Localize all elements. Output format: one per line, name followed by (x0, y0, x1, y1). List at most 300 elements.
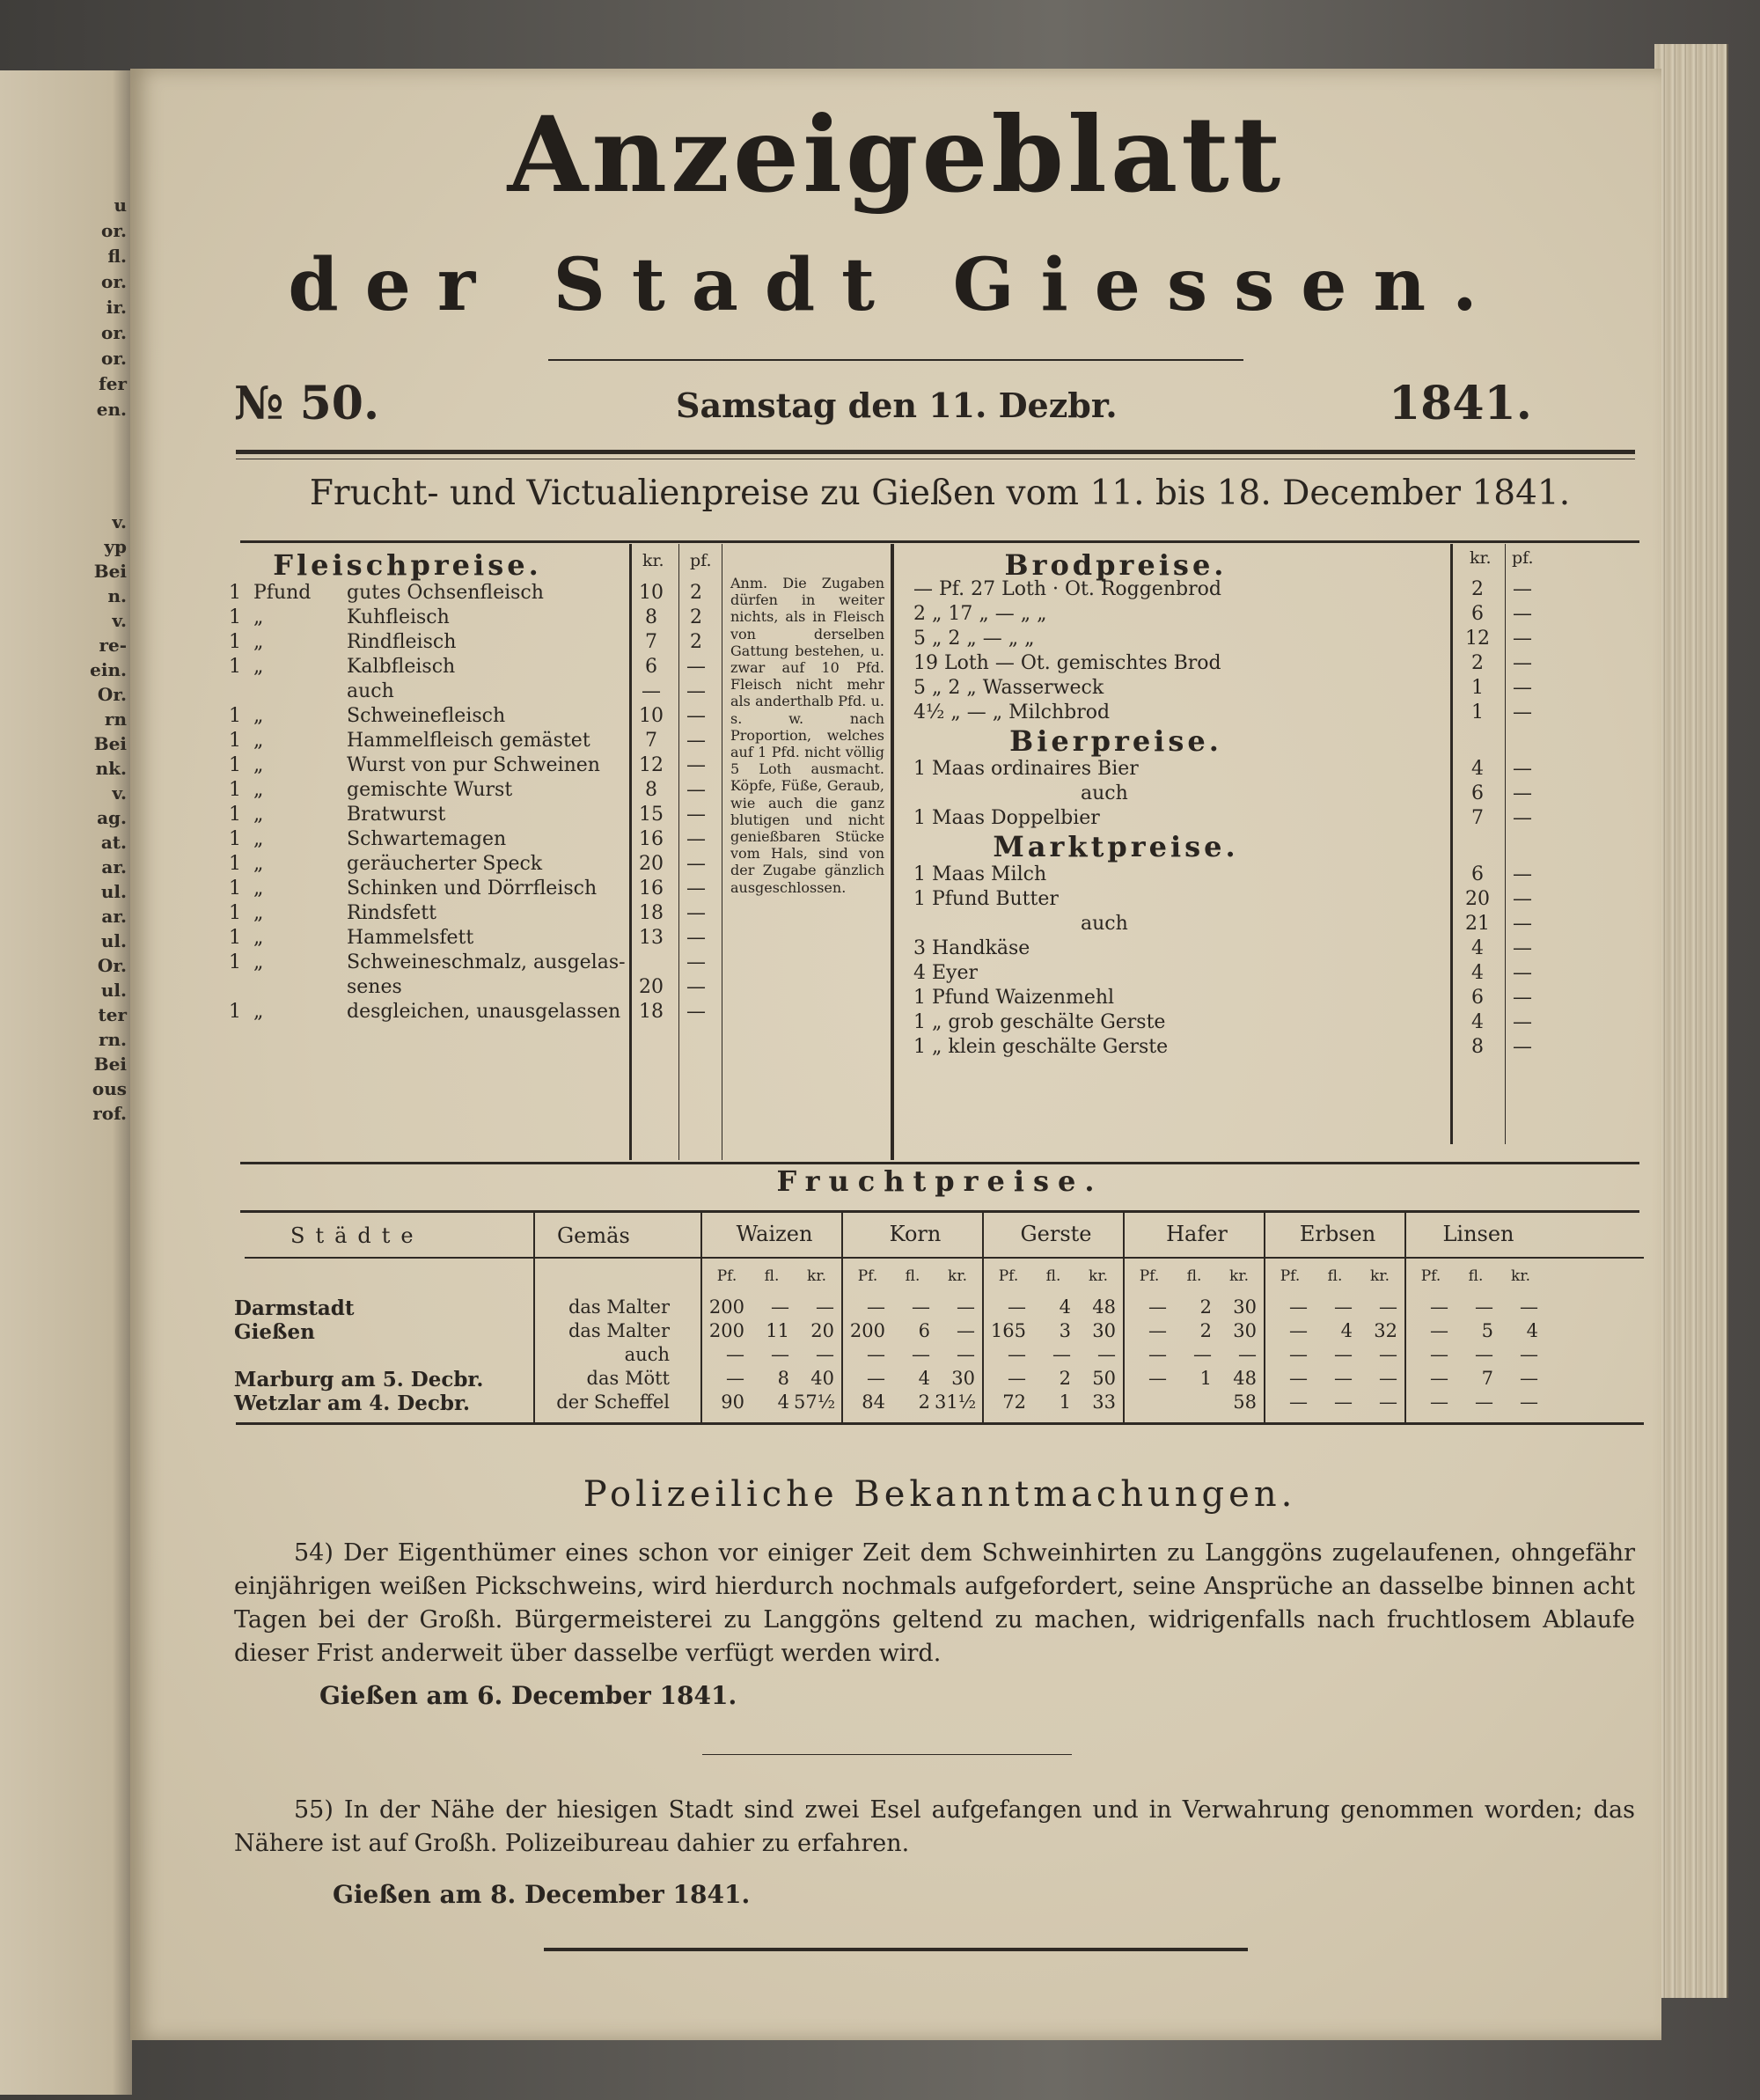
grain-subheader: Pf. (1139, 1267, 1160, 1285)
grain-row-cell: — (1289, 1344, 1308, 1365)
market-row-kr: 4 (1471, 962, 1484, 984)
market-price-row (913, 863, 1556, 887)
newspaper-page (130, 69, 1661, 2040)
meat-row-unit: „ (253, 902, 264, 924)
grain-row-cell: — (1430, 1344, 1448, 1365)
meat-row-quantity: 1 (229, 1001, 241, 1023)
meat-price-row (229, 877, 722, 901)
grain-row-cell: 4 (777, 1391, 789, 1413)
page-end-rule (544, 1948, 1248, 1951)
meat-row-kr: 10 (639, 705, 664, 727)
meat-row-pf: — (686, 877, 706, 899)
bread-row-kr: 1 (1471, 701, 1484, 723)
grain-crop-header: Hafer (1166, 1222, 1228, 1246)
left-page-fragment: or. (100, 348, 127, 369)
grain-subheader: kr. (1089, 1267, 1108, 1285)
grain-col-rule (1123, 1213, 1125, 1422)
grain-subheader: fl. (1468, 1267, 1484, 1285)
meat-row-pf: — (686, 754, 706, 776)
market-row-kr: 8 (1471, 1036, 1484, 1058)
market-row-pf: — (1513, 863, 1532, 885)
beer-row-item: auch (1081, 782, 1128, 804)
grain-row-cell: 200 (708, 1296, 744, 1318)
meat-row-unit: „ (253, 804, 264, 826)
left-page-fragment: Or. (97, 684, 127, 705)
meat-row-item: Wurst von pur Schweinen (347, 754, 600, 776)
bread-price-row (913, 602, 1556, 627)
beer-row-item: 1 Maas ordinaires Bier (913, 758, 1139, 780)
meat-row-pf: — (686, 976, 706, 998)
left-page-fragment: yp (104, 536, 127, 557)
left-page-fragment: u (114, 195, 127, 216)
meat-row-quantity: 1 (229, 877, 241, 899)
left-page-fragment: ul. (100, 930, 127, 951)
grain-row-city: Gießen (234, 1320, 315, 1344)
beer-row-item: 1 Maas Doppelbier (913, 807, 1100, 829)
grain-title: Fruchtpreise. (776, 1164, 1104, 1198)
grain-row-cell: — (1430, 1368, 1448, 1389)
grain-row-cell: — (1289, 1391, 1308, 1413)
grain-row-cell: — (1097, 1344, 1116, 1365)
meat-price-row (229, 803, 722, 827)
meat-price-list (229, 581, 722, 1024)
grain-row-cell: 3 (1059, 1320, 1071, 1341)
left-page-fragment: fl. (107, 246, 127, 267)
bread-row-pf: — (1513, 578, 1532, 600)
bread-row-item: 19 Loth — Ot. gemischtes Brod (913, 652, 1221, 674)
market-row-item: auch (1081, 913, 1128, 935)
grain-col-rule (700, 1213, 702, 1422)
grain-col-rule (533, 1213, 535, 1422)
meat-row-quantity: 1 (229, 631, 241, 653)
grain-subheader: kr. (948, 1267, 967, 1285)
meat-row-kr: 18 (639, 902, 664, 924)
meat-row-kr: 7 (645, 631, 657, 653)
grain-row-cell: 200 (708, 1320, 744, 1341)
market-row-kr: 4 (1471, 937, 1484, 959)
market-row-pf: — (1513, 1011, 1532, 1033)
bread-row-kr: 6 (1471, 603, 1484, 625)
market-price-row (913, 887, 1556, 912)
meat-row-pf: — (686, 902, 706, 924)
market-row-pf: — (1513, 913, 1532, 935)
grain-row-cell: 48 (1233, 1368, 1257, 1389)
meat-price-row (229, 655, 722, 679)
left-page-fragment: Or. (97, 955, 127, 976)
grain-subheader: kr. (1229, 1267, 1249, 1285)
grain-row-cell: — (1193, 1344, 1212, 1365)
bread-row-pf: — (1513, 677, 1532, 699)
grain-row-cell: — (816, 1344, 834, 1365)
meat-row-unit: „ (253, 1001, 264, 1023)
meat-row-kr: 16 (639, 877, 664, 899)
grain-row-cell: — (1289, 1320, 1308, 1341)
grain-row-cell: — (867, 1368, 885, 1389)
grain-row-cell: — (957, 1344, 975, 1365)
meat-row-item: Kuhfleisch (347, 606, 450, 628)
grain-col-rule (841, 1213, 843, 1422)
grain-row-cell: — (1520, 1391, 1538, 1413)
grain-row-cell: — (1430, 1296, 1448, 1318)
meat-row-kr: 16 (639, 828, 664, 850)
notice-54-sign: Gießen am 6. December 1841. (319, 1681, 737, 1710)
meat-row-item: Bratwurst (347, 804, 446, 826)
grain-subheader: fl. (764, 1267, 780, 1285)
market-price-row (913, 1010, 1556, 1035)
grain-bottom-rule (236, 1422, 1644, 1425)
bread-row-item: — Pf. 27 Loth · Ot. Roggenbrod (913, 578, 1221, 600)
beer-price-row (913, 806, 1556, 831)
grain-row-cell: — (1379, 1296, 1397, 1318)
meat-row-quantity: 1 (229, 730, 241, 752)
meat-row-pf: — (686, 853, 706, 875)
left-page-fragment: or. (100, 220, 127, 241)
meat-price-row (229, 753, 722, 778)
grain-row-cell: — (1238, 1344, 1257, 1365)
grain-row-cell: — (726, 1368, 744, 1389)
grain-row-cell: — (1334, 1391, 1353, 1413)
beer-price-row (913, 757, 1556, 782)
meat-row-quantity: 1 (229, 779, 241, 801)
grain-row-city: Wetzlar am 4. Decbr. (234, 1391, 470, 1415)
meat-row-kr: 8 (645, 779, 657, 801)
grain-row-cell: — (1148, 1320, 1167, 1341)
grain-row-cell: 20 (810, 1320, 834, 1341)
left-page-fragment: ter (98, 1004, 127, 1025)
meat-row-pf: 2 (690, 582, 702, 604)
bread-price-row (913, 701, 1556, 725)
grain-subheader: Pf. (998, 1267, 1019, 1285)
left-page-fragment: ar. (101, 906, 127, 927)
meat-row-item: Schwartemagen (347, 828, 507, 850)
grain-col-rule (982, 1213, 984, 1422)
grain-crop-header: Gerste (1020, 1222, 1092, 1246)
masthead-title: Anzeigeblatt (507, 93, 1285, 216)
meat-row-pf: — (686, 705, 706, 727)
meat-row-unit: „ (253, 656, 264, 678)
grain-row-cell: 48 (1092, 1296, 1116, 1318)
market-row-kr: 21 (1465, 913, 1490, 935)
market-row-pf: — (1513, 962, 1532, 984)
grain-row-cell: 11 (766, 1320, 789, 1341)
beer-row-pf: — (1513, 807, 1532, 829)
meat-row-item: gemischte Wurst (347, 779, 513, 801)
market-row-kr: 6 (1471, 987, 1484, 1009)
bread-title: Brodpreise. (1004, 548, 1228, 582)
meat-row-quantity: 1 (229, 951, 241, 973)
grain-row-cell: — (1475, 1344, 1493, 1365)
grain-row-cell: — (1475, 1296, 1493, 1318)
meat-row-item: Schinken und Dörrfleisch (347, 877, 598, 899)
grain-header-rule (240, 1210, 1639, 1213)
left-page-fragment: n. (107, 585, 127, 606)
bread-row-kr: 12 (1465, 628, 1490, 650)
grain-row-cell: 31½ (935, 1391, 977, 1413)
grain-row-cell: — (1148, 1344, 1167, 1365)
meat-row-unit: „ (253, 606, 264, 628)
meat-row-quantity: 1 (229, 656, 241, 678)
masthead-double-rule (236, 450, 1635, 454)
bread-row-kr: 2 (1471, 578, 1484, 600)
grain-subheader: fl. (1327, 1267, 1343, 1285)
grain-row-cell: 90 (721, 1391, 744, 1413)
meat-note: Anm. Die Zugaben dürfen in weiter nichts, als in Fleisch von derselben Gattung bestehen, u. zwar auf 10 Pfd. Fleisch nicht mehr als anderthalb Pfd. u. s. w. nach Proportion, welches auf 1 Pfd. nicht völlig 5 Loth ausmacht. Köpfe, Füße, Geraub, wie auch die ganz blutigen und nicht genießbaren Stücke vom Hals, sind von der Zugabe gänzlich ausgeschlossen. (730, 575, 884, 896)
masthead-rule (548, 359, 1243, 361)
left-page-fragment: v. (112, 782, 127, 804)
meat-price-row (229, 926, 722, 951)
left-page-fragment: ag. (97, 807, 127, 828)
meat-row-item: senes (347, 976, 402, 998)
meat-row-quantity: 1 (229, 853, 241, 875)
grain-row-cell: — (1520, 1296, 1538, 1318)
grain-row-cell: — (1334, 1344, 1353, 1365)
bread-row-item: 5 „ 2 „ Wasserweck (913, 677, 1104, 699)
bread-row-kr: 1 (1471, 677, 1484, 699)
grain-row-cell: 4 (1526, 1320, 1538, 1341)
left-page-fragment: ar. (101, 856, 127, 877)
bread-price-row (913, 577, 1556, 602)
meat-row-kr: 15 (639, 804, 664, 826)
grain-subheader: Pf. (716, 1267, 737, 1285)
meat-row-item: Rindsfett (347, 902, 436, 924)
market-row-item: 1 Pfund Waizenmehl (913, 987, 1115, 1009)
meat-price-row (229, 630, 722, 655)
grain-subheader: Pf. (857, 1267, 878, 1285)
left-page-fragment: en. (96, 399, 127, 420)
grain-row-city: Marburg am 5. Decbr. (234, 1368, 484, 1391)
meat-row-item: desgleichen, unausgelassen (347, 1001, 621, 1023)
prices-top-rule (240, 540, 1639, 543)
meat-row-pf: 2 (690, 631, 702, 653)
meat-row-item: Rindfleisch (347, 631, 457, 653)
bread-price-row (913, 676, 1556, 701)
meat-kr-header: kr. (642, 551, 664, 570)
bread-pf-header: pf. (1512, 548, 1534, 568)
meat-row-pf: — (686, 680, 706, 702)
meat-price-row (229, 901, 722, 926)
notice-divider (702, 1754, 1072, 1755)
grain-row-cell: 4 (918, 1368, 930, 1389)
grain-subheader: Pf. (1420, 1267, 1441, 1285)
meat-price-row (229, 827, 722, 852)
grain-row-cell: 40 (810, 1368, 834, 1389)
meat-row-item: Hammelsfett (347, 927, 474, 949)
market-row-pf: — (1513, 888, 1532, 910)
meat-row-pf: — (686, 927, 706, 949)
bread-price-row (913, 651, 1556, 676)
grain-row-cell: 2 (1199, 1296, 1212, 1318)
meat-row-item: Kalbfleisch (347, 656, 456, 678)
bread-row-pf: — (1513, 603, 1532, 625)
bread-row-item: 2 „ 17 „ — „ „ (913, 603, 1047, 625)
beer-price-row (913, 782, 1556, 806)
market-row-item: 1 Maas Milch (913, 863, 1047, 885)
meat-row-item: geräucherter Speck (347, 853, 543, 875)
grain-row-cell: — (726, 1344, 744, 1365)
meat-price-row (229, 975, 722, 1000)
beer-title: Bierpreise. (1009, 724, 1222, 758)
market-row-item: 1 „ grob geschälte Gerste (913, 1011, 1166, 1033)
market-row-item: 4 Eyer (913, 962, 979, 984)
grain-row-cell: 32 (1374, 1320, 1397, 1341)
grain-row-cell: 50 (1092, 1368, 1116, 1389)
left-page-fragment: or. (100, 322, 127, 343)
grain-row-cell: 2 (1059, 1368, 1071, 1389)
bread-row-pf: — (1513, 628, 1532, 650)
beer-row-kr: 4 (1471, 758, 1484, 780)
grain-row-cell: — (1289, 1296, 1308, 1318)
grain-crop-header: Korn (889, 1222, 942, 1246)
market-price-row (913, 986, 1556, 1010)
grain-subheader: fl. (1186, 1267, 1202, 1285)
grain-row-cell: — (1148, 1368, 1167, 1389)
market-row-pf: — (1513, 937, 1532, 959)
meat-row-kr: 20 (639, 976, 664, 998)
notice-54: 54) Der Eigenthümer eines schon vor einiger Zeit dem Schweinhirten zu Langgöns zugelaufenen, ohngefähr einjährigen weißen Pickschweins, wird hierdurch nochmals aufgefordert, seine Ansprüche an dasselbe binnen acht Tagen bei der Großh. Bürgermeisterei zu Langgöns geltend zu machen, widrigenfalls nach fruchtlosem Ablaufe dieser Frist anderweit über dasselbe verfügt werden wird. (234, 1539, 1635, 1667)
beer-row-pf: — (1513, 758, 1532, 780)
grain-row-cell: — (957, 1320, 975, 1341)
grain-row-cell: — (1379, 1344, 1397, 1365)
grain-subheader: kr. (1511, 1267, 1530, 1285)
grain-col-rule (1404, 1213, 1406, 1422)
market-row-pf: — (1513, 987, 1532, 1009)
issue-number: № 50. (234, 377, 380, 430)
meat-row-pf: 2 (690, 606, 702, 628)
grain-row-cell: — (912, 1344, 930, 1365)
market-row-kr: 4 (1471, 1011, 1484, 1033)
bread-row-pf: — (1513, 701, 1532, 723)
grain-measure-header: Gemäs (557, 1223, 630, 1248)
grain-row-cell: 58 (1233, 1391, 1257, 1413)
grain-row-cell: 7 (1481, 1368, 1493, 1389)
beer-row-pf: — (1513, 782, 1532, 804)
grain-crop-header: Erbsen (1299, 1222, 1376, 1246)
grain-subheader: kr. (1370, 1267, 1390, 1285)
meat-row-quantity: 1 (229, 804, 241, 826)
grain-row-measure: das Malter (568, 1296, 670, 1318)
grain-row-cell: — (1008, 1368, 1026, 1389)
grain-subheader: Pf. (1280, 1267, 1301, 1285)
market-title: Marktpreise. (993, 830, 1239, 863)
grain-row-cell: — (1289, 1368, 1308, 1389)
meat-row-kr: 7 (645, 730, 657, 752)
meat-row-kr: 18 (639, 1001, 664, 1023)
center-divider (891, 544, 894, 1160)
meat-row-kr: 8 (645, 606, 657, 628)
meat-row-unit: „ (253, 730, 264, 752)
meat-row-unit: Pfund (253, 582, 312, 604)
beer-row-kr: 6 (1471, 782, 1484, 804)
left-page-fragment: or. (100, 271, 127, 292)
grain-row-cell: — (1148, 1296, 1167, 1318)
grain-row-cell: 30 (1233, 1320, 1257, 1341)
grain-row-cell: — (1008, 1296, 1026, 1318)
market-row-item: 1 „ klein geschälte Gerste (913, 1036, 1169, 1058)
left-page-fragment: Bei (93, 1054, 127, 1075)
left-page-fragment: rof. (92, 1103, 127, 1124)
grain-subheader-rule (245, 1257, 1644, 1259)
meat-row-pf: — (686, 656, 706, 678)
grain-row-cell: — (1379, 1391, 1397, 1413)
grain-row-cell: 5 (1481, 1320, 1493, 1341)
grain-city-header: Städte (290, 1223, 424, 1248)
grain-row-measure: das Mött (586, 1368, 670, 1389)
grain-row-cell: — (1334, 1368, 1353, 1389)
grain-row-cell: 30 (1233, 1296, 1257, 1318)
grain-row-cell: 72 (1002, 1391, 1026, 1413)
grain-row-city: Darmstadt (234, 1296, 355, 1320)
grain-row-cell: 84 (862, 1391, 885, 1413)
meat-title: Fleischpreise. (273, 548, 542, 582)
grain-row-cell: 165 (990, 1320, 1026, 1341)
meat-row-unit: „ (253, 853, 264, 875)
meat-row-item: Schweineschmalz, ausgelas- (347, 951, 626, 973)
grain-row-cell: 2 (918, 1391, 930, 1413)
grain-row-cell: 1 (1199, 1368, 1212, 1389)
left-page-fragment: ir. (106, 297, 127, 318)
meat-row-unit: „ (253, 951, 264, 973)
market-row-item: 3 Handkäse (913, 937, 1030, 959)
left-page-fragment: ein. (90, 659, 127, 680)
meat-row-item: gutes Ochsenfleisch (347, 582, 544, 604)
meat-row-kr: — (642, 680, 661, 702)
market-row-kr: 20 (1465, 888, 1490, 910)
bread-row-kr: 2 (1471, 652, 1484, 674)
meat-price-row (229, 778, 722, 803)
meat-row-pf: — (686, 730, 706, 752)
grain-row-cell: — (957, 1296, 975, 1318)
grain-row-cell: — (1008, 1344, 1026, 1365)
bread-kr-header: kr. (1470, 548, 1492, 568)
meat-row-pf: — (686, 804, 706, 826)
meat-row-kr: 6 (645, 656, 657, 678)
meat-row-unit: „ (253, 779, 264, 801)
grain-row-cell: 1 (1059, 1391, 1071, 1413)
police-title: Polizeiliche Bekanntmachungen. (583, 1474, 1297, 1515)
stacked-page-edges (1654, 44, 1728, 1998)
grain-row-cell: 6 (918, 1320, 930, 1341)
meat-row-unit: „ (253, 754, 264, 776)
meat-price-row (229, 679, 722, 704)
bread-row-item: 4½ „ — „ Milchbrod (913, 701, 1111, 723)
market-row-pf: — (1513, 1036, 1532, 1058)
grain-row-cell: — (1475, 1391, 1493, 1413)
meat-price-row (229, 704, 722, 729)
meat-row-quantity: 1 (229, 754, 241, 776)
meat-row-kr: 10 (639, 582, 664, 604)
meat-price-row (229, 951, 722, 975)
left-page-fragment: fer (99, 373, 127, 394)
meat-row-quantity: 1 (229, 828, 241, 850)
issue-year: 1841. (1389, 377, 1532, 430)
left-page-fragment: Bei (93, 561, 127, 582)
left-page-fragment: v. (112, 610, 127, 631)
grain-row-cell: 33 (1092, 1391, 1116, 1413)
meat-row-quantity: 1 (229, 927, 241, 949)
grain-row-cell: — (771, 1344, 789, 1365)
meat-row-pf: — (686, 828, 706, 850)
grain-crop-header: Waizen (736, 1222, 813, 1246)
grain-row-cell: — (816, 1296, 834, 1318)
issue-date: Samstag den 11. Dezbr. (676, 385, 1118, 425)
meat-pf-header: pf. (690, 551, 712, 570)
bread-price-row (913, 627, 1556, 651)
grain-row-cell: 4 (1340, 1320, 1353, 1341)
meat-row-pf: — (686, 951, 706, 973)
meat-price-row (229, 581, 722, 606)
meat-row-unit: „ (253, 877, 264, 899)
grain-row-measure: der Scheffel (556, 1391, 670, 1413)
